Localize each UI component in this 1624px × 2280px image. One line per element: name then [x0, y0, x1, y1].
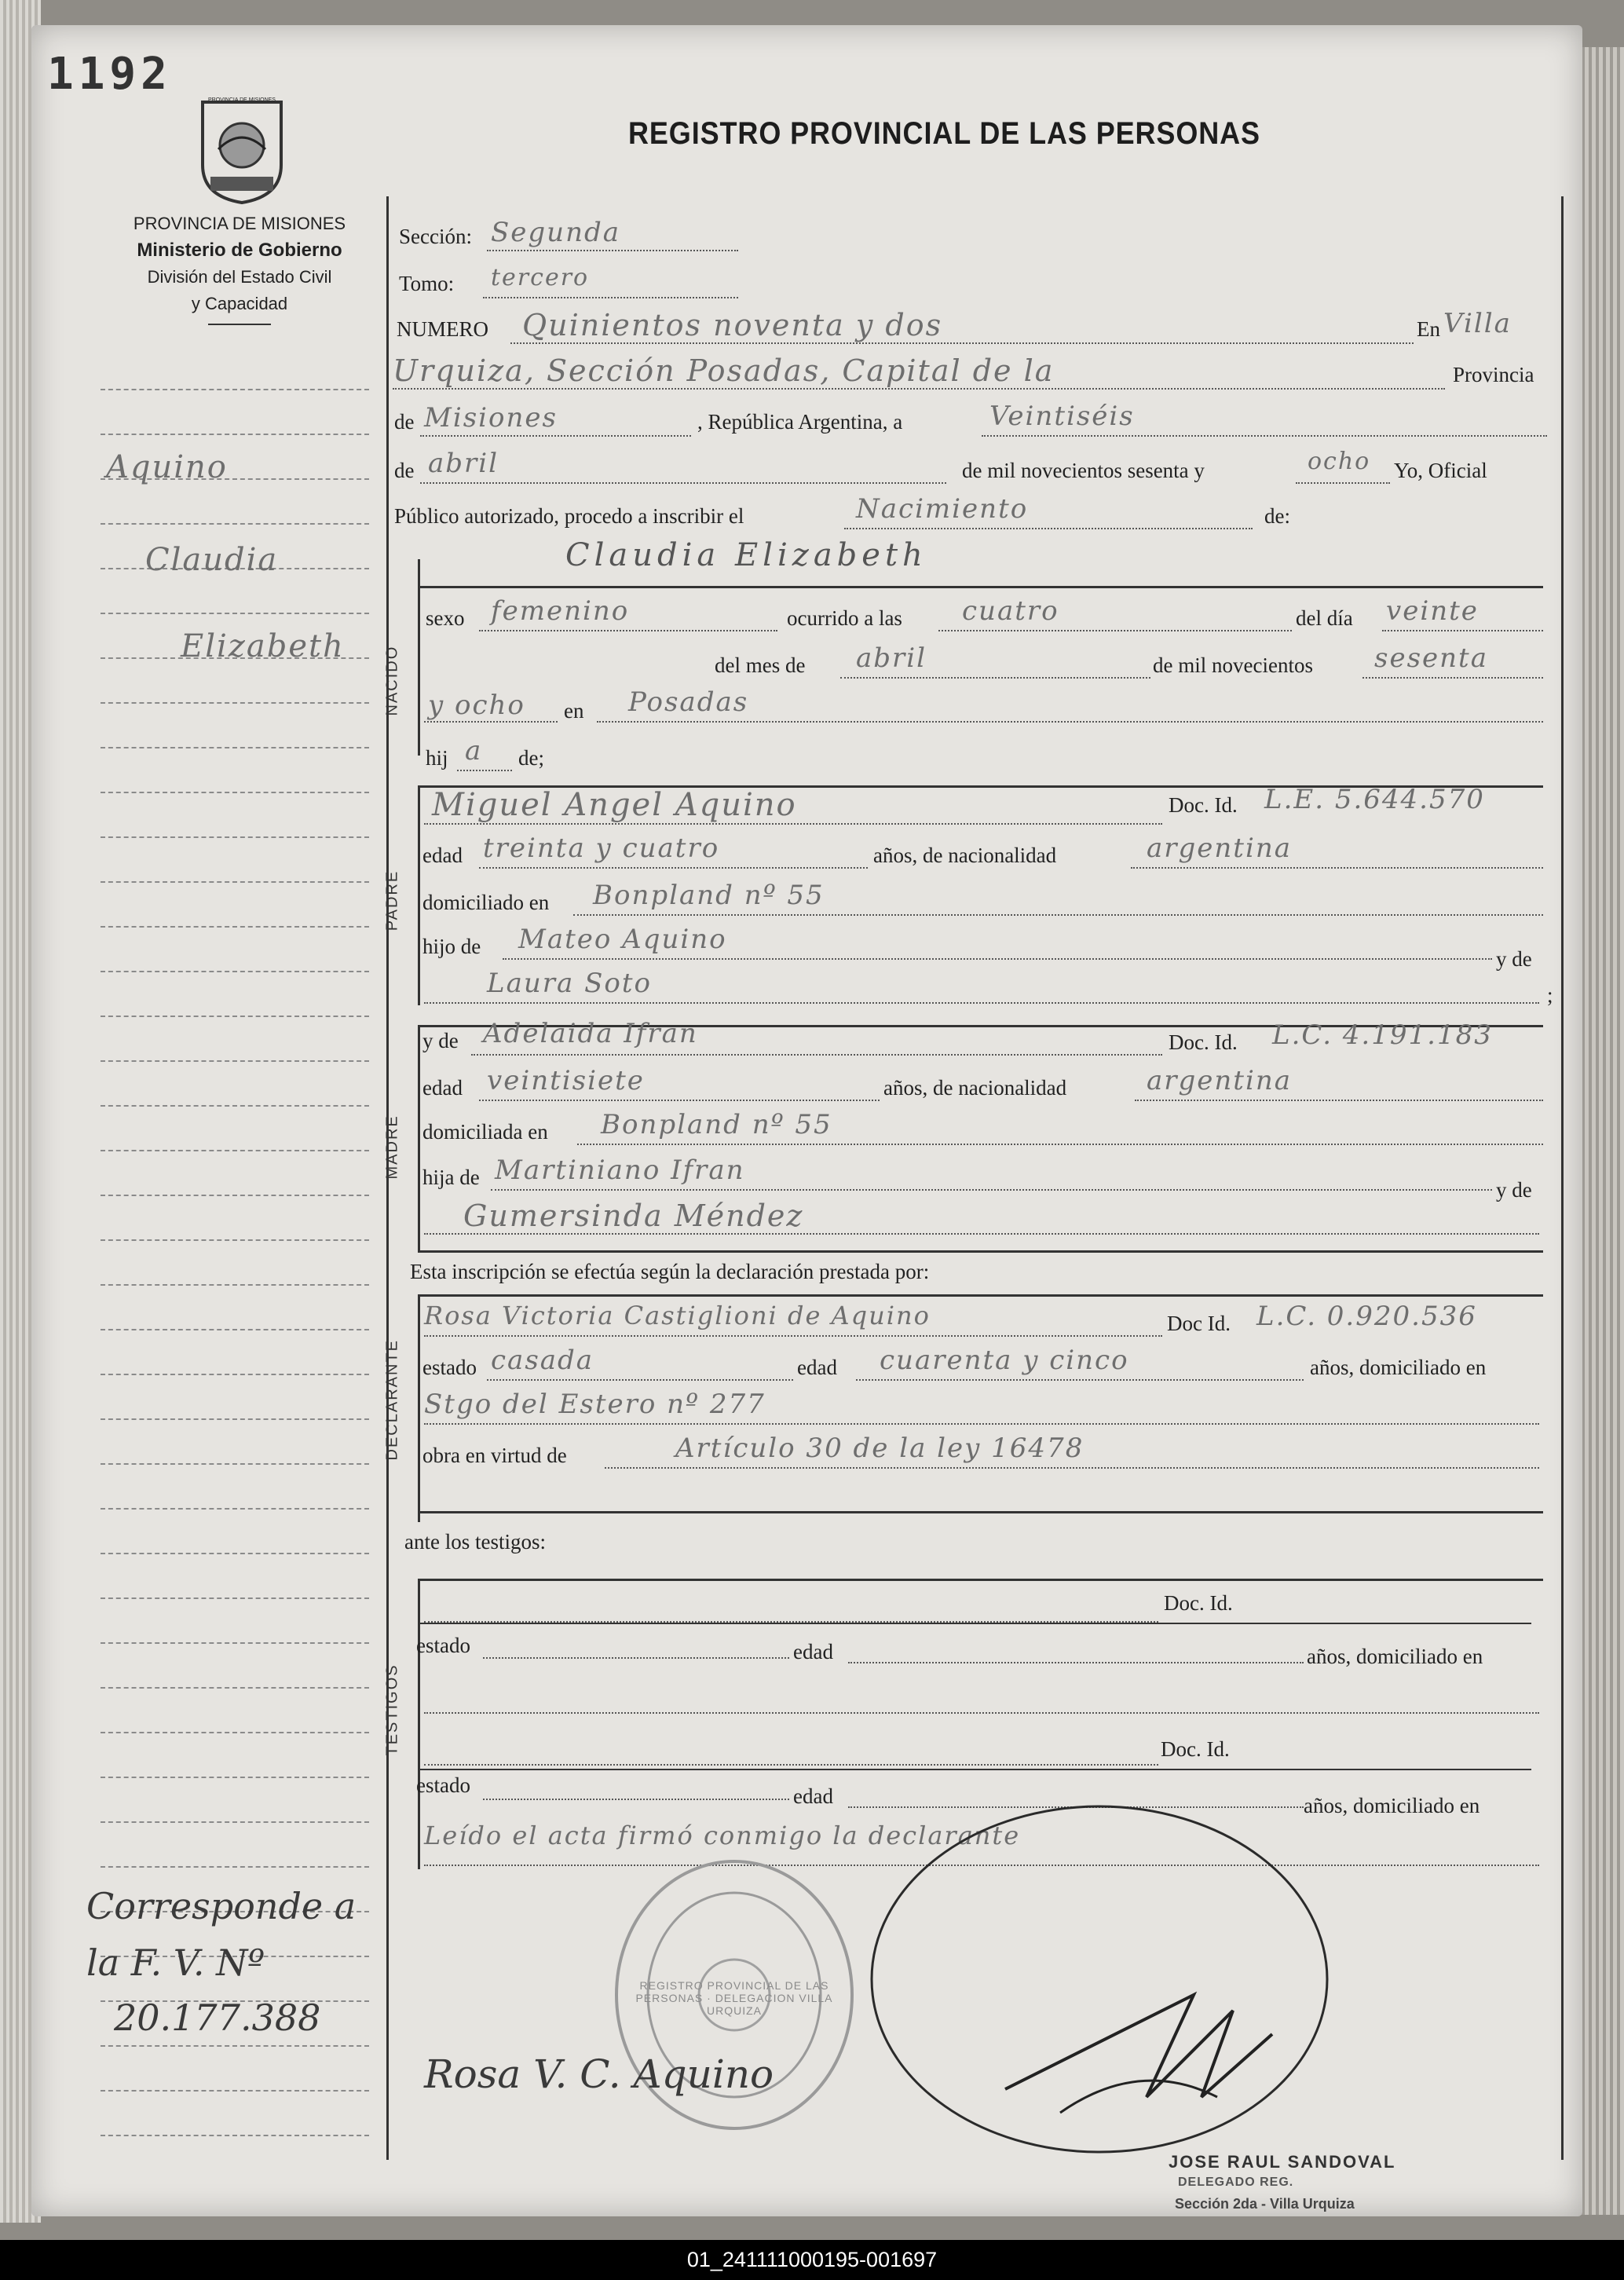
emblem-text: PROVINCIA DE MISIONES [208, 97, 276, 103]
value-declarante-doc: L.C. 0.920.536 [1256, 1301, 1477, 1332]
label-declarante-estado: estado [422, 1356, 477, 1379]
value-provincia: Misiones [424, 402, 558, 434]
margin-ruled-line [101, 1866, 369, 1868]
value-padre-y-de: Laura Soto [487, 968, 652, 999]
value-anio-nac-1: sesenta [1374, 642, 1488, 674]
nacido-side-border [418, 559, 420, 756]
value-tomo: tercero [491, 264, 590, 291]
label-madre-edad: edad [422, 1076, 463, 1100]
value-declarante-obra: Artículo 30 de la ley 16478 [675, 1433, 1084, 1464]
value-anio-nac-2: y ocho [428, 690, 525, 721]
margin-ruled-line [101, 1687, 369, 1689]
label-madre-nac: años, de nacionalidad [883, 1076, 1067, 1100]
section-label-testigos: TESTIGOS [383, 1663, 401, 1756]
margin-ruled-line [101, 1463, 369, 1465]
margin-firstname: Claudia [145, 542, 279, 578]
label-padre-doc: Doc. Id. [1169, 793, 1238, 817]
line-anio [1296, 482, 1390, 484]
value-mes-inscripcion: abril [428, 448, 499, 479]
value-anio: ocho [1308, 448, 1371, 475]
margin-ruled-line [101, 2045, 369, 2047]
section-label-madre: MADRE [383, 1114, 401, 1180]
scan-footer-bar [0, 2240, 1624, 2280]
margin-ruled-line [101, 434, 369, 435]
margin-ruled-line [101, 1508, 369, 1510]
label-ocurrido: ocurrido a las [787, 606, 902, 630]
label-padre-hijo-de: hijo de [422, 935, 481, 958]
value-padre-nombre: Miguel Angel Aquino [432, 787, 797, 823]
line-testigo2-nombre [424, 1764, 1158, 1766]
label-inscripcion: Esta inscripción se efectúa según la declaración prestada por: [410, 1260, 930, 1283]
line-tomo [483, 297, 738, 298]
label-testigo2-anos-dom: años, domiciliado en [1304, 1794, 1480, 1817]
margin-ruled-line [101, 389, 369, 390]
label-republica: , República Argentina, a [697, 410, 903, 434]
line-declarante-nombre [424, 1335, 1162, 1337]
value-sexo: femenino [491, 595, 630, 627]
label-declarante-edad: edad [797, 1356, 837, 1379]
line-hora [938, 630, 1292, 631]
label-madre-doc: Doc. Id. [1169, 1030, 1238, 1054]
margin-ruled-line [101, 1374, 369, 1375]
page-number: 1192 [47, 49, 172, 100]
issuer-ministry: Ministerio de Gobierno [137, 240, 342, 261]
line-padre-nombre [424, 823, 1162, 825]
label-testigo1-estado: estado [416, 1634, 470, 1657]
line-madre-hija-de [491, 1189, 1492, 1191]
value-seccion: Segunda [491, 217, 621, 248]
margin-note-3: 20.177.388 [114, 1996, 321, 2039]
value-numero: Quinientos noventa y dos [522, 308, 943, 342]
line-acto [844, 528, 1253, 529]
line-mes-inscripcion [420, 482, 946, 484]
line-hij [457, 770, 512, 771]
margin-ruled-line [101, 613, 369, 614]
line-seccion [487, 250, 738, 251]
margin-ruled-line [101, 1553, 369, 1554]
label-testigo1-edad: edad [793, 1640, 833, 1663]
value-madre-nac: argentina [1147, 1065, 1293, 1096]
margin-ruled-line [101, 1418, 369, 1420]
margin-surname: Aquino [106, 449, 228, 485]
margin-ruled-line [101, 1597, 369, 1599]
label-madre-y-de: y de [422, 1029, 459, 1052]
line-testigo2-estado [483, 1799, 789, 1800]
margin-ruled-line [101, 523, 369, 525]
province-emblem-icon [195, 94, 289, 204]
label-semicolon: ; [1547, 983, 1553, 1007]
line-testigo1-dom [424, 1712, 1539, 1714]
label-de-colon: de: [1264, 504, 1290, 528]
line-madre-y-de [424, 1233, 1539, 1235]
value-lugar-nac: Posadas [628, 686, 749, 718]
line-madre-nombre [471, 1054, 1162, 1056]
issuer-province: PROVINCIA DE MISIONES [133, 214, 346, 233]
value-padre-dom: Bonpland nº 55 [593, 880, 825, 911]
margin-ruled-line [101, 1150, 369, 1151]
value-lugar: Urquiza, Sección Posadas, Capital de la [393, 353, 1055, 388]
line-anio-nac-2 [424, 721, 558, 723]
line-lugar-nac [597, 721, 1543, 723]
label-declarante-anos-dom: años, domiciliado en [1310, 1356, 1487, 1379]
label-de: de [394, 410, 415, 434]
label-ante-testigos: ante los testigos: [404, 1530, 546, 1554]
label-testigo2-edad: edad [793, 1784, 833, 1808]
value-mes: abril [856, 642, 927, 674]
line-declarante-edad [856, 1379, 1304, 1381]
label-madre-y-de-2: y de [1496, 1178, 1532, 1202]
line-padre-nac [1131, 867, 1543, 869]
label-yo-oficial: Yo, Oficial [1394, 459, 1487, 482]
value-madre-nombre: Adelaida Ifran [483, 1018, 698, 1049]
margin-ruled-line [101, 1777, 369, 1778]
margin-ruled-line [101, 2090, 369, 2092]
label-testigo2-estado: estado [416, 1773, 470, 1797]
value-nombre: Claudia Elizabeth [565, 537, 927, 573]
label-declarante-obra: obra en virtud de [422, 1444, 567, 1467]
line-anio-nac [1362, 677, 1543, 679]
label-padre-edad: edad [422, 844, 463, 867]
margin-ruled-line [101, 1329, 369, 1330]
value-dia-inscripcion: Veintiséis [989, 401, 1135, 432]
margin-note-2: la F. V. Nº [86, 1941, 265, 1984]
line-mes [840, 677, 1150, 679]
margin-ruled-line [101, 1016, 369, 1017]
rule-testigos-top [420, 1579, 1543, 1581]
seal-text: REGISTRO PROVINCIAL DE LAS PERSONAS · DELEGACION VILLA URQUIZA [635, 1979, 833, 2017]
label-provincia: Provincia [1453, 363, 1534, 386]
margin-ruled-line [101, 747, 369, 748]
issuer-block [94, 210, 385, 325]
margin-ruled-line [101, 926, 369, 928]
rule-declarante-top [420, 1294, 1543, 1297]
signatory-name: JOSE RAUL SANDOVAL [1169, 2152, 1396, 2172]
margin-ruled-line [101, 2135, 369, 2136]
label-testigo1-doc: Doc. Id. [1164, 1591, 1233, 1615]
value-declarante-estado: casada [491, 1345, 594, 1376]
value-leido: Leído el acta firmó conmigo la declarante [424, 1821, 1021, 1850]
label-mil-sesenta: de mil novecientos sesenta y [962, 459, 1205, 482]
label-en-lugar: en [564, 699, 584, 723]
margin-ruled-line [101, 1732, 369, 1733]
label-declarante-doc: Doc Id. [1167, 1312, 1231, 1335]
value-padre-edad: treinta y cuatro [483, 833, 720, 864]
label-madre-hija-de: hija de [422, 1166, 480, 1189]
rule-nombre [420, 586, 1543, 588]
value-madre-dom: Bonpland nº 55 [601, 1109, 832, 1140]
line-madre-dom [577, 1144, 1543, 1145]
declarante-signature: Rosa V. C. Aquino [424, 2051, 774, 2097]
issuer-divider [208, 324, 271, 325]
label-padre-dom: domiciliado en [422, 891, 550, 914]
rule-testigo1 [420, 1623, 1531, 1624]
margin-middlename: Elizabeth [181, 628, 345, 664]
section-label-nacido: NACIDO [383, 645, 401, 716]
signatory-section: Sección 2da - Villa Urquiza [1175, 2196, 1355, 2212]
line-declarante-obra [605, 1467, 1539, 1469]
margin-ruled-line [101, 792, 369, 793]
value-en: Villa [1443, 308, 1512, 339]
line-madre-nac [1135, 1100, 1543, 1101]
margin-ruled-line [101, 1195, 369, 1196]
label-de-semicolon: de; [518, 746, 544, 770]
label-del-dia: del día [1296, 606, 1353, 630]
line-provincia [420, 435, 691, 437]
value-declarante-dom: Stgo del Estero nº 277 [424, 1389, 766, 1420]
label-mil-novecientos: de mil novecientos [1153, 653, 1313, 677]
value-madre-edad: veintisiete [487, 1065, 645, 1096]
margin-ruled-line [101, 1060, 369, 1062]
page-title: REGISTRO PROVINCIAL DE LAS PERSONAS [628, 116, 1260, 151]
scan-id: 01_241111000195-001697 [686, 2248, 938, 2271]
value-madre-y-de: Gumersinda Méndez [463, 1199, 804, 1233]
issuer-capacity: y Capacidad [191, 294, 288, 313]
line-padre-dom [573, 914, 1543, 916]
margin-ruled-line [101, 1821, 369, 1823]
rule-madre-bottom [420, 1250, 1543, 1253]
line-padre-edad [479, 867, 868, 869]
value-declarante-nombre: Rosa Victoria Castiglioni de Aquino [424, 1301, 931, 1330]
label-tomo: Tomo: [399, 272, 455, 295]
margin-ruled-line [101, 971, 369, 972]
line-declarante-estado [487, 1379, 793, 1381]
value-hora: cuatro [962, 595, 1059, 627]
value-declarante-edad: cuarenta y cinco [880, 1345, 1129, 1376]
line-padre-hijo-de [503, 958, 1492, 960]
label-del-mes: del mes de [715, 653, 806, 677]
declarante-side-border [418, 1294, 420, 1522]
rule-declarante-bottom [420, 1511, 1543, 1513]
label-testigo2-doc: Doc. Id. [1161, 1737, 1230, 1761]
label-en: En [1417, 317, 1440, 341]
value-padre-nac: argentina [1147, 833, 1293, 864]
value-padre-hijo-de: Mateo Aquino [518, 924, 727, 955]
main-right-border [1561, 196, 1564, 2160]
label-testigo1-anos-dom: años, domiciliado en [1307, 1645, 1483, 1668]
value-madre-doc: L.C. 4.191.183 [1272, 1019, 1493, 1051]
label-seccion: Sección: [399, 225, 472, 248]
line-madre-edad [479, 1100, 880, 1101]
line-testigo1-edad [848, 1662, 1304, 1663]
value-dia: veinte [1386, 595, 1479, 627]
line-lugar [393, 388, 1445, 390]
section-label-declarante: DECLARANTE [383, 1339, 401, 1461]
margin-ruled-line [101, 836, 369, 838]
value-madre-hija-de: Martiniano Ifran [495, 1155, 745, 1186]
line-testigo1-estado [483, 1657, 789, 1659]
margin-ruled-line [101, 1239, 369, 1241]
madre-side-border [418, 1025, 420, 1253]
margin-ruled-line [101, 881, 369, 883]
padre-side-border [418, 785, 420, 1005]
line-dia-inscripcion [982, 435, 1547, 437]
label-hij: hij [426, 746, 448, 770]
margin-ruled-line [101, 1284, 369, 1286]
line-numero [510, 342, 1414, 344]
signature-circle-icon [864, 1799, 1335, 2160]
label-padre-y-de: y de [1496, 947, 1532, 971]
margin-ruled-line [101, 702, 369, 704]
label-padre-nac: años, de nacionalidad [873, 844, 1057, 867]
issuer-division: División del Estado Civil [147, 267, 332, 287]
value-padre-doc: L.E. 5.644.570 [1264, 784, 1485, 815]
line-sexo [479, 630, 777, 631]
margin-ruled-line [101, 1105, 369, 1107]
signatory-role: DELEGADO REG. [1178, 2176, 1294, 2189]
label-de-mes: de [394, 459, 415, 482]
rule-testigo2 [420, 1769, 1531, 1770]
label-numero: NUMERO [397, 317, 489, 341]
section-label-padre: PADRE [383, 869, 401, 931]
margin-ruled-line [101, 1642, 369, 1644]
label-publico: Público autorizado, procedo a inscribir el [394, 504, 744, 528]
value-hij: a [465, 735, 483, 767]
label-madre-dom: domiciliada en [422, 1120, 548, 1144]
value-acto: Nacimiento [856, 493, 1029, 525]
label-sexo: sexo [426, 606, 465, 630]
line-declarante-dom [424, 1423, 1539, 1425]
margin-note-1: Corresponde a [86, 1885, 357, 1927]
line-padre-y-de [424, 1002, 1539, 1004]
line-dia [1382, 630, 1543, 631]
